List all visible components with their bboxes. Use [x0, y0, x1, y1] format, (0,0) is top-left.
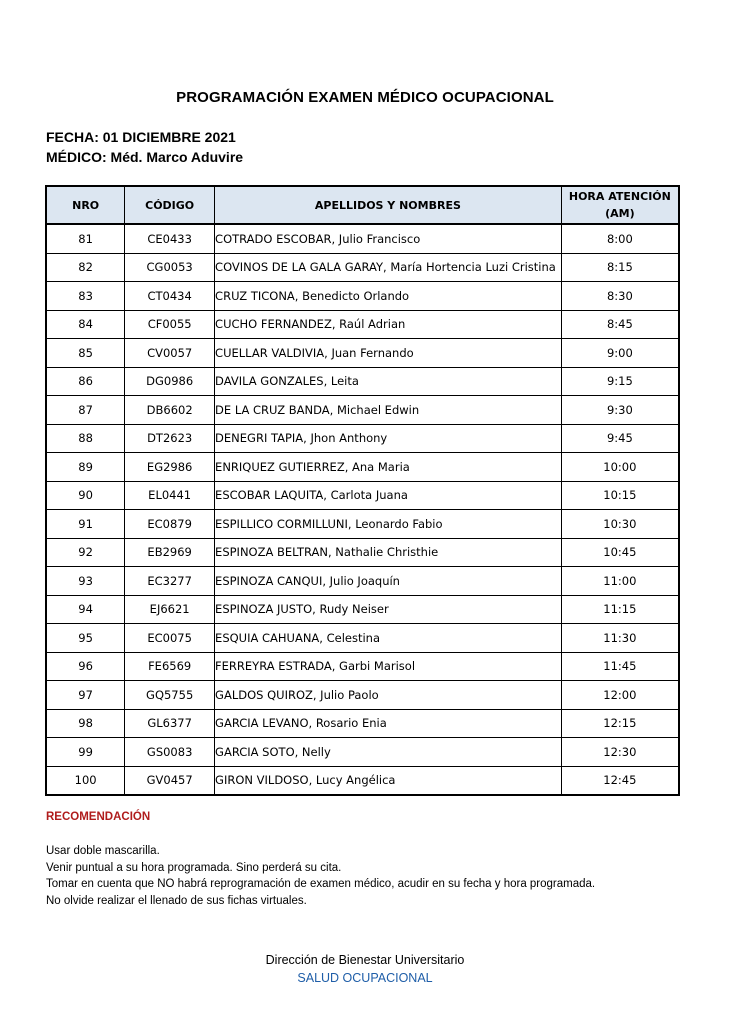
document-title: PROGRAMACIÓN EXAMEN MÉDICO OCUPACIONAL	[176, 89, 554, 106]
table-row	[46, 709, 679, 738]
table-row	[46, 253, 679, 282]
cell-codigo: CE0433	[125, 224, 215, 253]
table-row	[46, 224, 679, 253]
header-codigo: CÓDIGO	[125, 186, 215, 224]
recomendacion-title: RECOMENDACIÓN	[46, 811, 151, 823]
table-row	[46, 567, 679, 596]
cell-hora: 9:45	[561, 424, 679, 453]
cell-hora: 8:15	[561, 253, 679, 282]
cell-hora: 8:45	[561, 310, 679, 339]
recomendacion-notes	[46, 843, 595, 909]
cell-hora: 9:30	[561, 396, 679, 425]
cell-codigo: GS0083	[125, 738, 215, 767]
table-row	[46, 681, 679, 710]
table-row	[46, 396, 679, 425]
table-row	[46, 652, 679, 681]
schedule-table	[45, 185, 680, 796]
cell-hora: 12:30	[561, 738, 679, 767]
cell-nombre: GALDOS QUIROZ, Julio Paolo	[215, 681, 562, 710]
cell-nombre: ESPINOZA CANQUI, Julio Joaquín	[215, 567, 562, 596]
cell-nombre: GIRON VILDOSO, Lucy Angélica	[215, 766, 562, 795]
cell-nro: 92	[46, 538, 125, 567]
cell-nro: 83	[46, 282, 125, 311]
cell-codigo: EL0441	[125, 481, 215, 510]
cell-nro: 90	[46, 481, 125, 510]
cell-hora: 12:45	[561, 766, 679, 795]
table-row	[46, 310, 679, 339]
cell-codigo: EC0879	[125, 510, 215, 539]
cell-nro: 97	[46, 681, 125, 710]
cell-codigo: EG2986	[125, 453, 215, 482]
table-row	[46, 282, 679, 311]
footer-unit: SALUD OCUPACIONAL	[297, 971, 433, 985]
cell-codigo: CG0053	[125, 253, 215, 282]
cell-codigo: GQ5755	[125, 681, 215, 710]
cell-nro: 98	[46, 709, 125, 738]
footer-department: Dirección de Bienestar Universitario	[265, 953, 465, 967]
cell-nombre: DE LA CRUZ BANDA, Michael Edwin	[215, 396, 562, 425]
table-row	[46, 339, 679, 368]
cell-codigo: CT0434	[125, 282, 215, 311]
cell-hora: 8:30	[561, 282, 679, 311]
cell-hora: 11:15	[561, 595, 679, 624]
cell-nombre: DAVILA GONZALES, Leita	[215, 367, 562, 396]
table-row	[46, 367, 679, 396]
cell-nro: 87	[46, 396, 125, 425]
cell-nombre: FERREYRA ESTRADA, Garbi Marisol	[215, 652, 562, 681]
cell-nombre: GARCIA SOTO, Nelly	[215, 738, 562, 767]
cell-nro: 100	[46, 766, 125, 795]
cell-nombre: DENEGRI TAPIA, Jhon Anthony	[215, 424, 562, 453]
fecha-label: FECHA: 01 DICIEMBRE 2021	[46, 129, 236, 145]
cell-codigo: GV0457	[125, 766, 215, 795]
cell-nro: 93	[46, 567, 125, 596]
header-nombres: APELLIDOS Y NOMBRES	[215, 186, 562, 224]
cell-codigo: EC3277	[125, 567, 215, 596]
cell-hora: 10:45	[561, 538, 679, 567]
cell-nro: 95	[46, 624, 125, 653]
cell-nro: 82	[46, 253, 125, 282]
note-line: Tomar en cuenta que NO habrá reprogramación de examen médico, acudir en su fecha y hora programada.	[46, 878, 596, 890]
cell-nro: 99	[46, 738, 125, 767]
cell-hora: 10:15	[561, 481, 679, 510]
cell-codigo: DT2623	[125, 424, 215, 453]
cell-codigo: EB2969	[125, 538, 215, 567]
header-hora	[561, 186, 679, 224]
table-row	[46, 766, 679, 795]
table-row	[46, 424, 679, 453]
cell-hora: 11:45	[561, 652, 679, 681]
cell-hora: 9:00	[561, 339, 679, 368]
cell-nro: 81	[46, 224, 125, 253]
header-nro: NRO	[46, 186, 125, 224]
table-row	[46, 453, 679, 482]
table-row	[46, 510, 679, 539]
cell-hora: 12:15	[561, 709, 679, 738]
note-line: Usar doble mascarilla.	[46, 845, 160, 857]
cell-codigo: DG0986	[125, 367, 215, 396]
cell-nro: 86	[46, 367, 125, 396]
cell-nombre: ESQUIA CAHUANA, Celestina	[215, 624, 562, 653]
cell-hora: 8:00	[561, 224, 679, 253]
note-line: No olvide realizar el llenado de sus fichas virtuales.	[46, 894, 307, 907]
table-header-row	[46, 186, 679, 224]
footer	[0, 951, 730, 987]
cell-nombre: GARCIA LEVANO, Rosario Enia	[215, 709, 562, 738]
table-row	[46, 481, 679, 510]
cell-nro: 89	[46, 453, 125, 482]
cell-codigo: FE6569	[125, 652, 215, 681]
cell-hora: 9:15	[561, 367, 679, 396]
cell-nro: 85	[46, 339, 125, 368]
cell-hora: 12:00	[561, 681, 679, 710]
cell-nombre: CRUZ TICONA, Benedicto Orlando	[215, 282, 562, 311]
cell-codigo: CV0057	[125, 339, 215, 368]
cell-nro: 94	[46, 595, 125, 624]
cell-nro: 88	[46, 424, 125, 453]
cell-nombre: ESPINOZA JUSTO, Rudy Neiser	[215, 595, 562, 624]
cell-nombre: ESCOBAR LAQUITA, Carlota Juana	[215, 481, 562, 510]
table-row	[46, 624, 679, 653]
cell-nro: 96	[46, 652, 125, 681]
cell-codigo: GL6377	[125, 709, 215, 738]
cell-nombre: ESPINOZA BELTRAN, Nathalie Christhie	[215, 538, 562, 567]
cell-nombre: ENRIQUEZ GUTIERREZ, Ana Maria	[215, 453, 562, 482]
cell-codigo: CF0055	[125, 310, 215, 339]
medico-label: MÉDICO: Méd. Marco Aduvire	[46, 149, 244, 165]
cell-nro: 91	[46, 510, 125, 539]
table-row	[46, 595, 679, 624]
table-row	[46, 738, 679, 767]
header-hora-label: HORA ATENCIÓN	[568, 190, 671, 203]
cell-codigo: EC0075	[125, 624, 215, 653]
note-line: Venir puntual a su hora programada. Sino perderá su cita.	[46, 861, 342, 874]
cell-nombre: COTRADO ESCOBAR, Julio Francisco	[215, 224, 562, 253]
cell-nombre: ESPILLICO CORMILLUNI, Leonardo Fabio	[215, 510, 562, 539]
cell-nro: 84	[46, 310, 125, 339]
cell-nombre: CUELLAR VALDIVIA, Juan Fernando	[215, 339, 562, 368]
cell-hora: 10:00	[561, 453, 679, 482]
cell-codigo: DB6602	[125, 396, 215, 425]
header-hora-sub: (AM)	[605, 207, 635, 220]
table-row	[46, 538, 679, 567]
cell-nombre: CUCHO FERNANDEZ, Raúl Adrian	[215, 310, 562, 339]
cell-hora: 11:30	[561, 624, 679, 653]
cell-nombre: COVINOS DE LA GALA GARAY, María Hortencia Luzi Cristina	[215, 253, 562, 282]
cell-hora: 11:00	[561, 567, 679, 596]
cell-hora: 10:30	[561, 510, 679, 539]
cell-codigo: EJ6621	[125, 595, 215, 624]
